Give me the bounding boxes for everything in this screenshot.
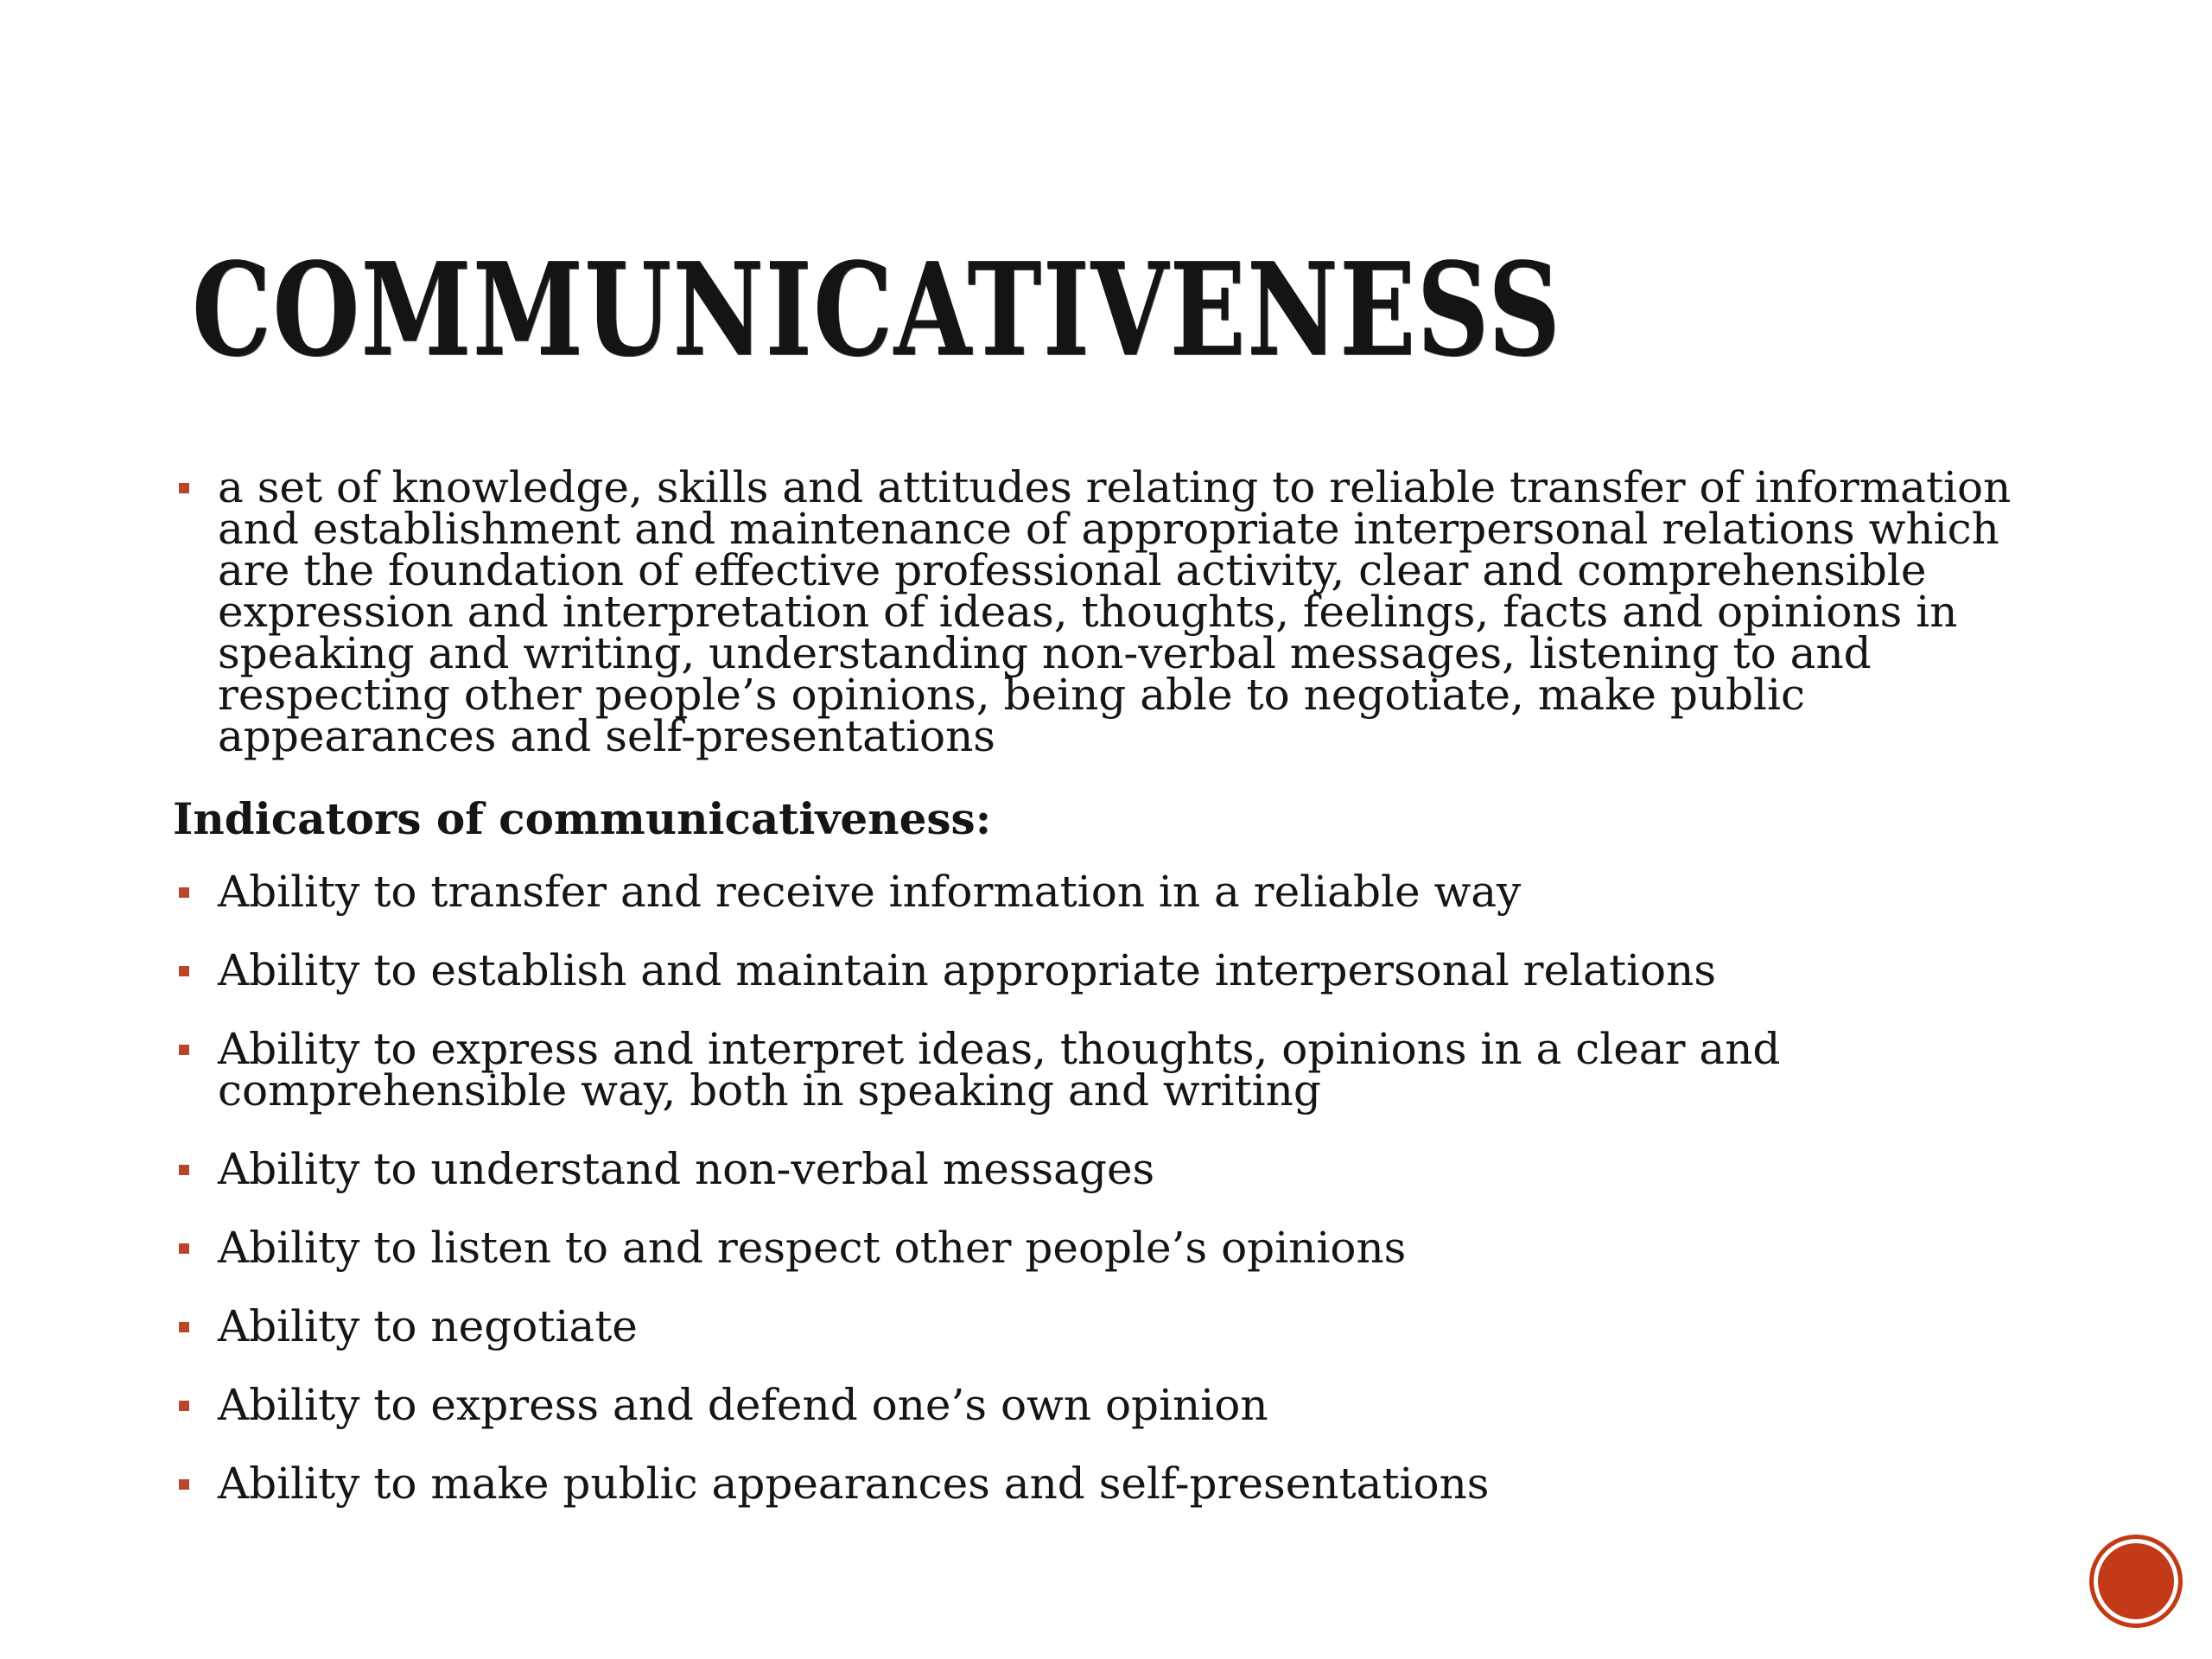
indicators-list (173, 867, 2039, 1509)
slide-title: COMMUNICATIVENESS (192, 234, 1562, 385)
indicator-text: Ability to express and interpret ideas, thoughts, opinions in a clear and comprehensible way, both in speaking and writing (218, 1024, 1781, 1116)
square-bullet-icon (179, 1322, 189, 1332)
list-item (173, 1301, 2039, 1351)
list-item (173, 867, 2039, 917)
list-item (173, 1380, 2039, 1430)
square-bullet-icon (179, 1479, 189, 1490)
list-item (173, 1144, 2039, 1194)
list-item (173, 945, 2039, 995)
list-item (173, 1024, 2039, 1116)
list-item (173, 1459, 2039, 1509)
list-item (173, 1223, 2039, 1273)
indicator-text: Ability to understand non-verbal messages (218, 1144, 1155, 1194)
indicator-text: Ability to transfer and receive information in a reliable way (218, 867, 1522, 917)
square-bullet-icon (179, 1165, 189, 1175)
indicator-text: Ability to express and defend one’s own opinion (218, 1380, 1268, 1430)
definition-list (173, 462, 2039, 761)
square-bullet-icon (179, 887, 189, 898)
indicator-text: Ability to make public appearances and self-presentations (218, 1459, 1490, 1509)
indicator-text: Ability to listen to and respect other people’s opinions (218, 1223, 1407, 1273)
square-bullet-icon (179, 966, 189, 976)
square-bullet-icon (179, 1243, 189, 1254)
square-bullet-icon (179, 1401, 189, 1411)
square-bullet-icon (179, 1045, 189, 1055)
indicators-heading: Indicators of communicativeness: (173, 793, 992, 844)
slide-content (173, 462, 2039, 1541)
indicator-text: Ability to establish and maintain appropriate interpersonal relations (218, 945, 1717, 995)
definition-item (173, 462, 2039, 761)
circle-nav-icon[interactable] (2089, 1535, 2183, 1628)
square-bullet-icon (179, 483, 189, 493)
definition-text: a set of knowledge, skills and attitudes relating to reliable transfer of information and establishment and maintenance of appropriate interpersonal relations which are the foundation of effective professional activity, clear and comprehensible expression and interpretation of ideas, thoughts, feelings, facts and opinions in speaking and writing, understanding non-verbal messages, listening to and respecting other people’s opinions, being able to negotiate, make public appearances and self-presentations (218, 462, 2012, 761)
indicator-text: Ability to negotiate (218, 1301, 638, 1351)
